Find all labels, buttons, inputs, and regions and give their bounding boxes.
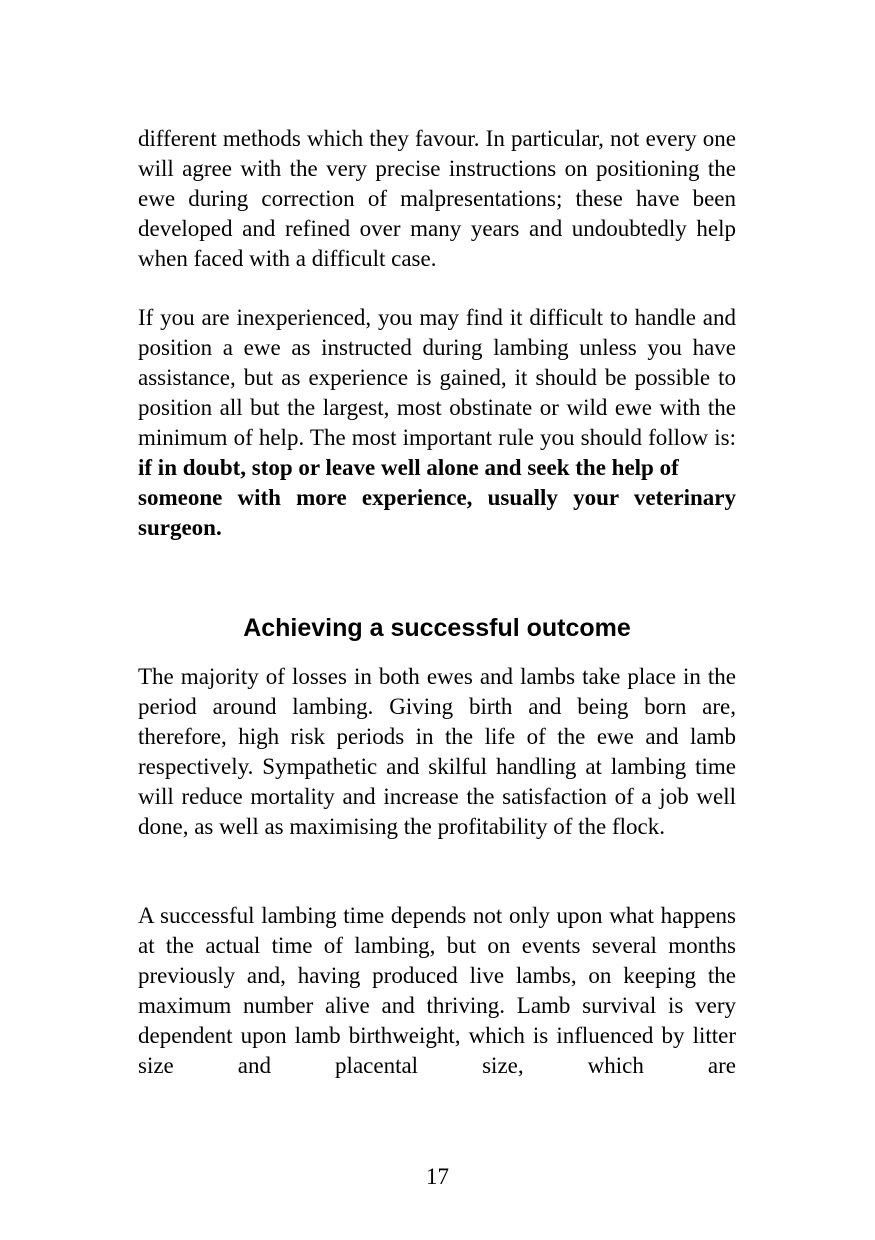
paragraph-losses: The majority of losses in both ewes and lambs take place in the period around lambing. Giving birth and being born are, therefore, high risk periods in the life of the ewe and lamb respectively. Sympathetic and skilful handling at lambing time will reduce mortality and increase the satisfaction of a job well done, as well as maximising the profitability of the flock. bbox=[138, 664, 736, 839]
page-number: 17 bbox=[426, 1164, 449, 1189]
paragraph-methods: different methods which they favour. In particular, not every one will agree with the very precise instructions on positioning the ewe during correction of malpresentations; these have been developed and refined over many years and undoubtedly help when faced with a difficult case. bbox=[138, 126, 736, 271]
paragraph-successful-lambing: A successful lambing time depends not only upon what happens at the actual time of lambing, but on events several months previously and, having produced live lambs, on keeping the maximum number alive and thriving. Lamb survival is very dependent upon lamb birthweight, which is influenced by litter size and placental size, which are bbox=[138, 903, 736, 1078]
advice-bold-text-2: someone with more experience, usually your veterinary surgeon. bbox=[138, 485, 736, 540]
section-heading: Achieving a successful outcome bbox=[243, 614, 631, 642]
paragraph-inexperienced-text: If you are inexperienced, you may find it difficult to handle and position a ewe as instructed during lambing unless you have assistance, but as experience is gained, it should be possible to position all but the largest, most obstinate or wild ewe with the minimum of help. The most important rule you should follow is: bbox=[138, 305, 736, 450]
advice-bold-text-1: if in doubt, stop or leave well alone and seek the help of bbox=[138, 455, 679, 480]
paragraph-inexperienced bbox=[138, 303, 736, 543]
